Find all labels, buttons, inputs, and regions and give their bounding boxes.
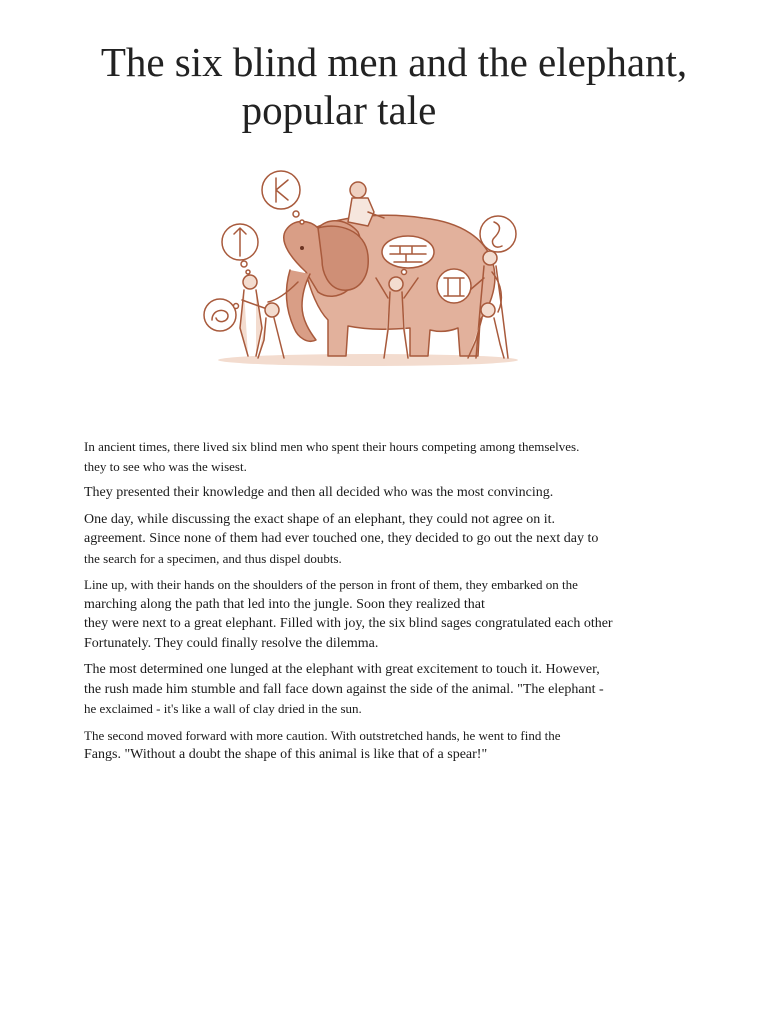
text-line: they were next to a great elephant. Filled with joy, the six blind sages congratulated each other [84, 616, 613, 631]
paragraph-5 [84, 660, 664, 719]
page-title [0, 38, 768, 134]
text-line: the rush made him stumble and fall face down against the side of the animal. "The elephant - [84, 681, 604, 697]
elephant-with-six-blind-men-illustration [198, 160, 534, 375]
title-line-1: The six blind men and the elephant, [100, 39, 688, 85]
elephant-illustration [198, 160, 534, 375]
text-line: he exclaimed - it's like a wall of clay dried in the sun. [84, 701, 362, 716]
paragraph-6 [84, 726, 664, 765]
text-line: The second moved forward with more caution. With outstretched hands, he went to find the [84, 727, 561, 743]
text-line: Line up, with their hands on the shoulders of the person in front of them, they embarked on the [84, 577, 578, 592]
text-line: agreement. Since none of them had ever touched one, they decided to go out the next day to [84, 531, 599, 546]
text-line: They presented their knowledge and then all decided who was the most convincing. [84, 485, 554, 500]
text-line: The most determined one lunged at the elephant with great excitement to touch it. However, [84, 662, 600, 677]
text-line: One day, while discussing the exact shape of an elephant, they could not agree on it. [84, 511, 556, 527]
story-text [84, 437, 664, 772]
title-line-2: popular tale [241, 87, 437, 133]
text-line: the search for a specimen, and thus dispel doubts. [84, 550, 342, 566]
text-line: In ancient times, there lived six blind men who spent their hours competing among themselves. [84, 439, 580, 454]
paragraph-2 [84, 483, 664, 503]
paragraph-3 [84, 510, 664, 569]
paragraph-4 [84, 575, 664, 653]
text-line: they to see who was the wisest. [84, 458, 247, 474]
text-line: Fangs. "Without a doubt the shape of this animal is like that of a spear!" [84, 747, 488, 762]
text-line: marching along the path that led into the jungle. Soon they realized that [84, 596, 485, 612]
paragraph-1 [84, 437, 664, 476]
text-line: Fortunately. They could finally resolve the dilemma. [84, 635, 379, 651]
